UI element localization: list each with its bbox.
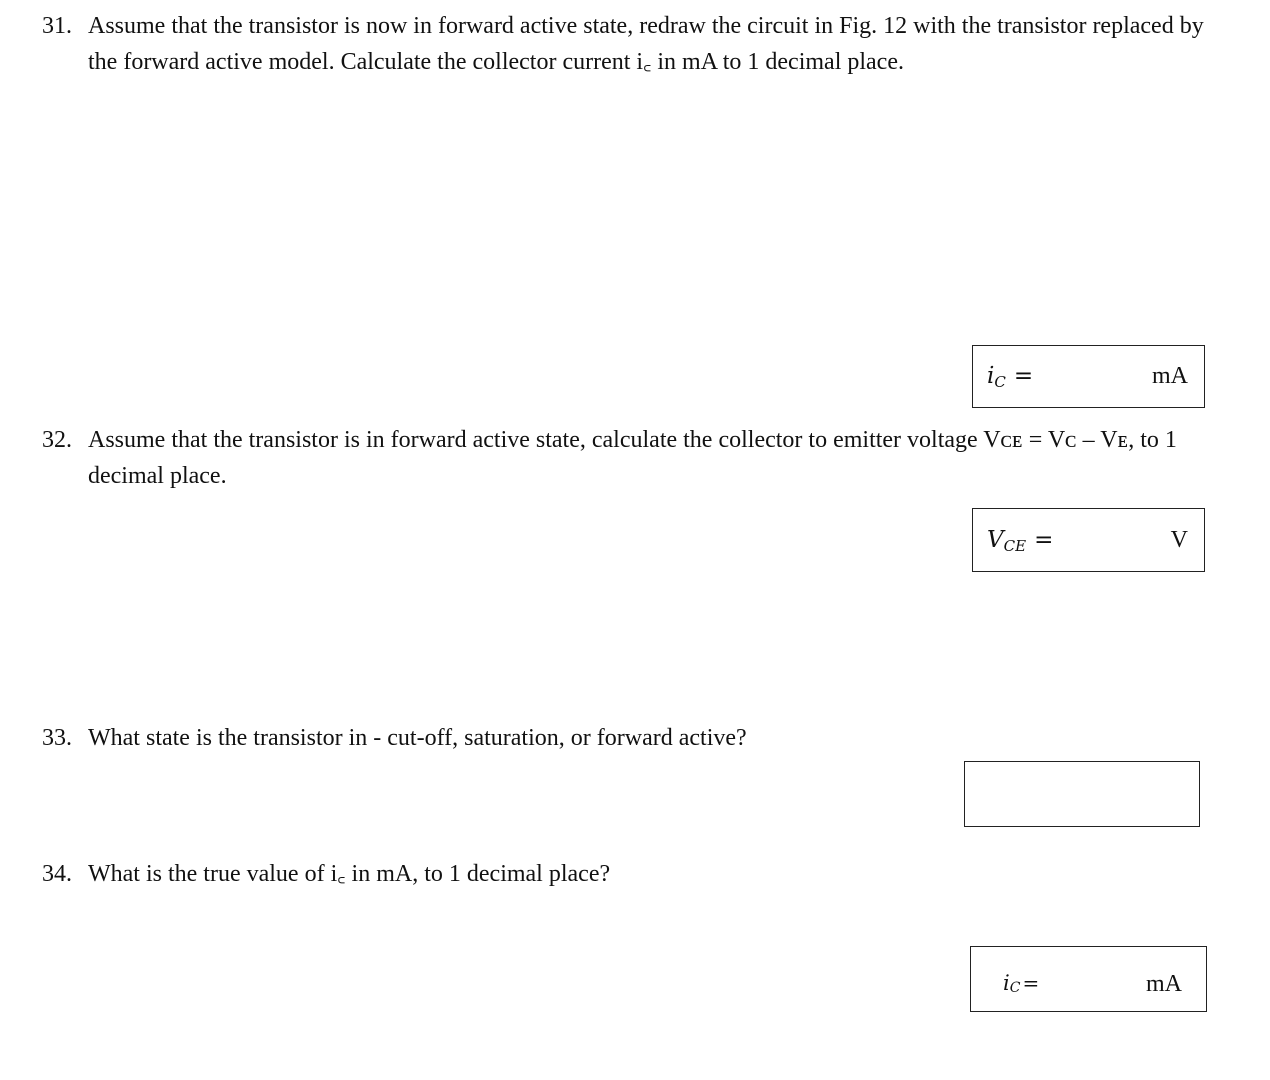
answer-box-collector-current[interactable] <box>972 345 1205 408</box>
question-text: Assume that the transistor is now in forward active state, redraw the circuit in Fig. 12 with the transistor replaced by the forward active model. Calculate the collector current i꜀ in mA to 1 decimal place. <box>88 13 1204 75</box>
question-text: Assume that the transistor is in forward active state, calculate the collector to emitter voltage Vᴄᴇ = Vᴄ – Vᴇ, to 1 decimal place. <box>88 427 1177 489</box>
answer-label: $V_{CE}$ = <box>987 527 1054 555</box>
answer-unit: V <box>1170 527 1188 553</box>
question-number: 33. <box>42 725 72 751</box>
question-number: 31. <box>42 13 72 39</box>
question-text: What state is the transistor in - cut-off, saturation, or forward active? <box>88 725 747 751</box>
question-32 <box>42 422 1222 494</box>
question-text: What is the true value of i꜀ in mA, to 1 decimal place? <box>88 861 611 887</box>
question-34 <box>42 856 1222 892</box>
answer-unit: mA <box>1152 363 1188 389</box>
question-33 <box>42 720 1222 756</box>
question-number: 32. <box>42 427 72 453</box>
answer-box-transistor-state[interactable] <box>964 761 1200 827</box>
question-number: 34. <box>42 861 72 887</box>
question-31 <box>42 8 1222 80</box>
answer-label: $i_C$ = <box>987 363 1034 391</box>
answer-box-true-collector-current[interactable] <box>970 946 1207 1012</box>
answer-unit: mA <box>1146 971 1182 997</box>
answer-label: $i_C$ = <box>1003 971 1040 996</box>
answer-box-collector-emitter-voltage[interactable] <box>972 508 1205 572</box>
